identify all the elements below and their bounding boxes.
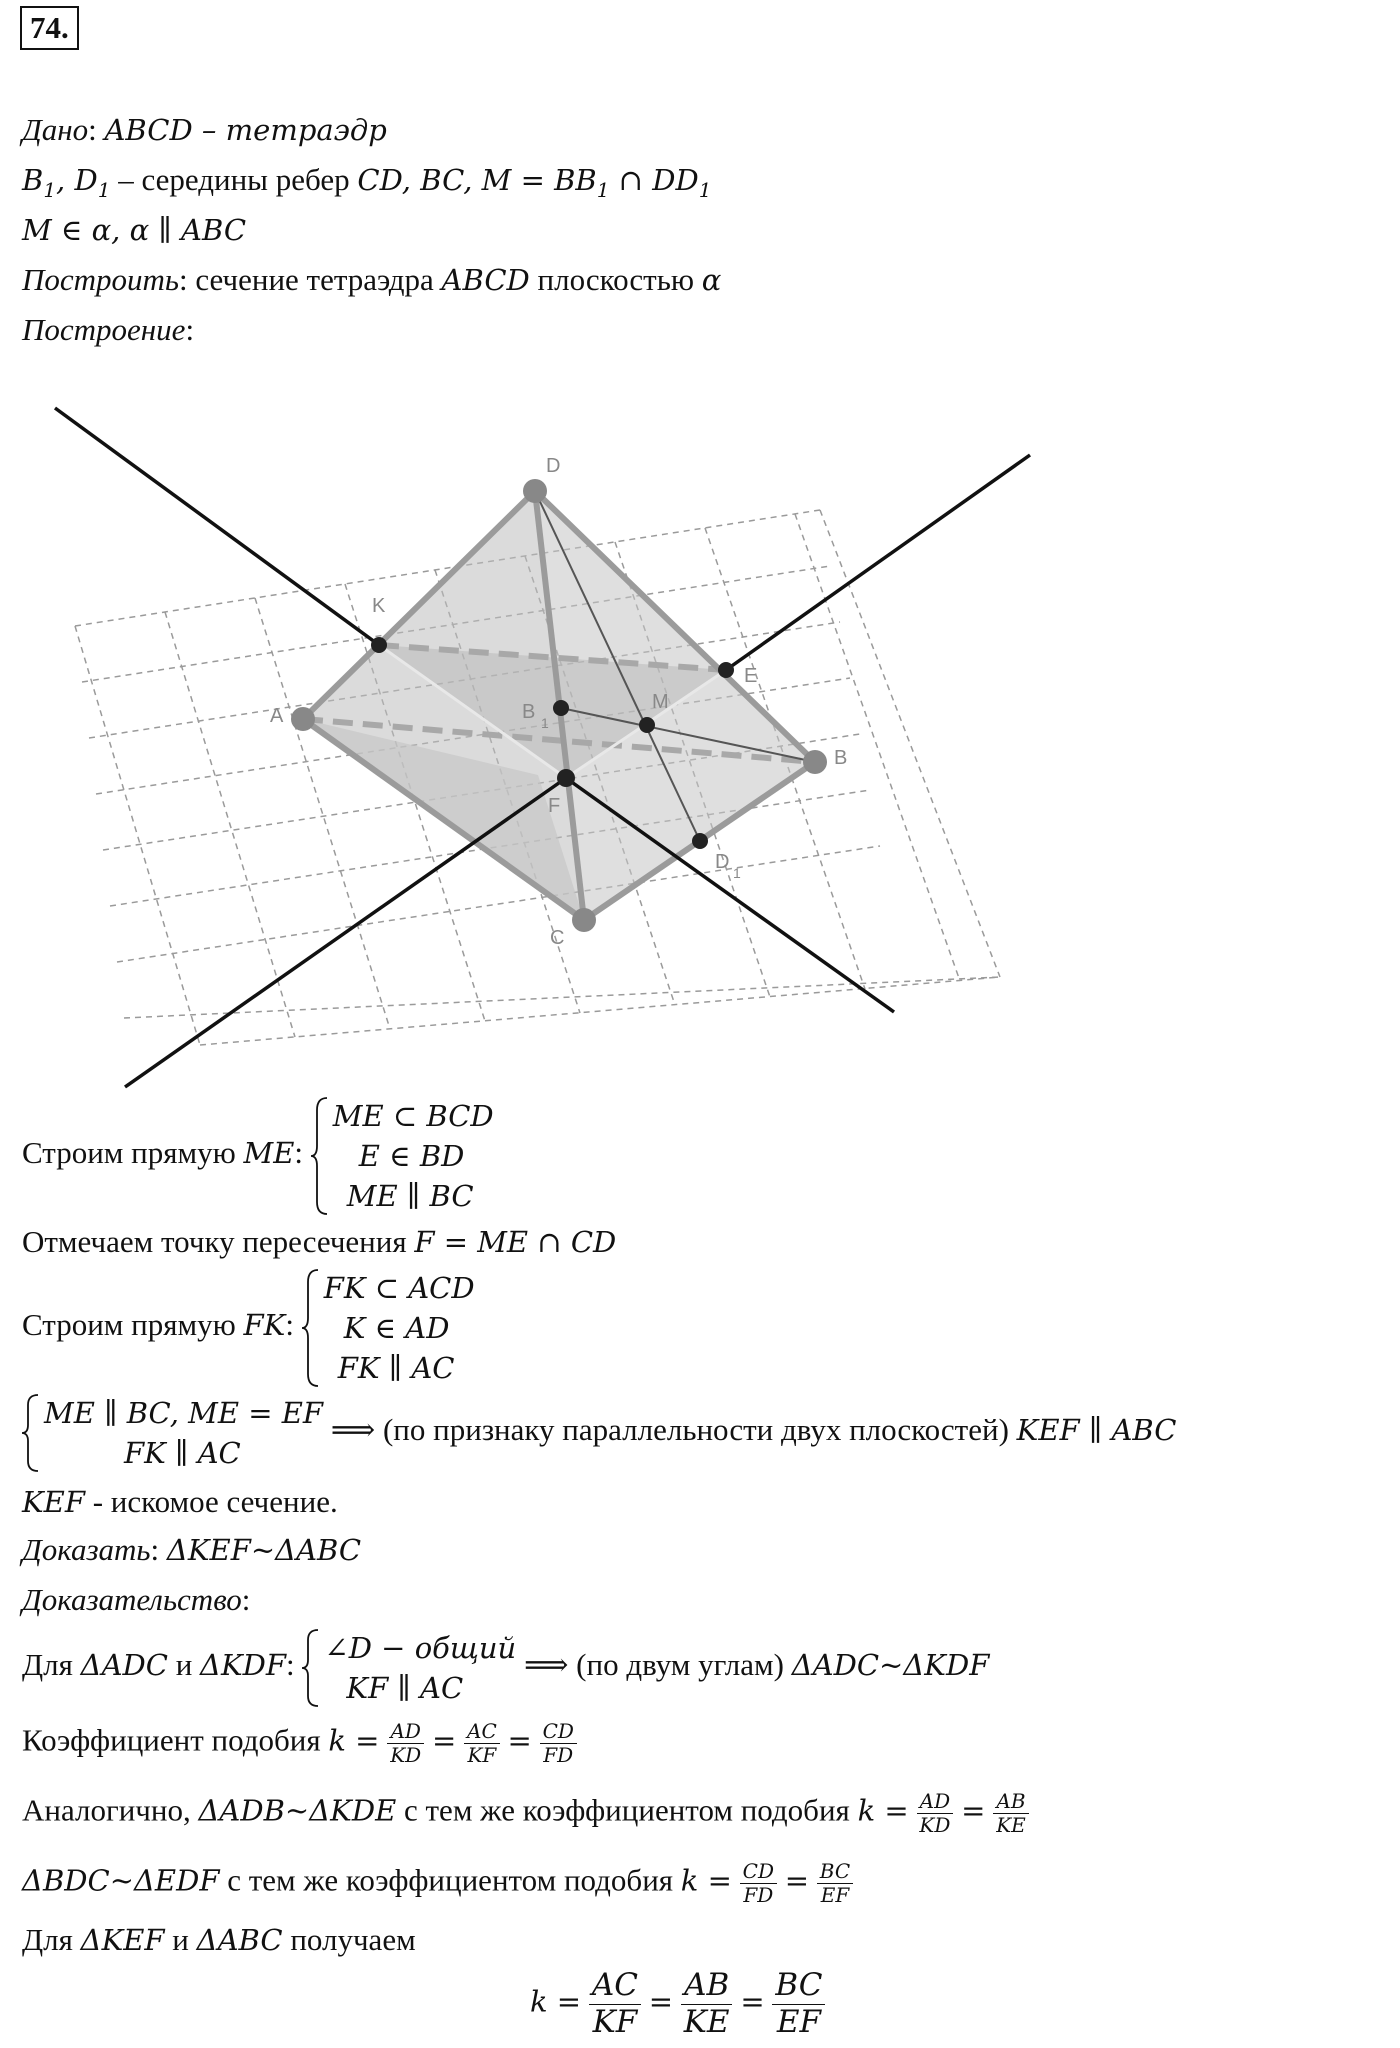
system-parallel: ME ∥ BC, ME = EF FK ∥ AC	[22, 1393, 323, 1473]
label-A: A	[270, 705, 284, 727]
brace-icon	[311, 1096, 329, 1216]
label-D1: D	[715, 851, 730, 873]
label-B: B	[834, 747, 848, 769]
problem-number: 74.	[20, 6, 79, 50]
construct-label: Построить	[22, 262, 180, 297]
label-D1-sub: 1	[733, 865, 741, 881]
fraction: $\frac{AC}{KF}$	[589, 1968, 641, 2040]
label-B1-sub: 1	[541, 715, 549, 731]
label-K: K	[372, 595, 386, 617]
proof-heading: Доказательство:	[22, 1582, 251, 1617]
proof-line-1: Для ΔADC и ΔKDF: ∠D − общий KF ∥ AC ⟹ (по двум углам) ΔADC~ΔKDF	[22, 1628, 989, 1708]
brace-icon	[302, 1628, 320, 1708]
construction-heading: Построение:	[22, 312, 195, 347]
brace-icon	[22, 1393, 40, 1473]
final-equation: k = $\frac{AC}{KF}$ = $\frac{AB}{KE}$ = $\frac{BC}{EF}$	[530, 1968, 825, 2040]
fraction: $\frac{CD}{FD}$	[740, 1860, 777, 1907]
step-f: Отмечаем точку пересечения F = ME ∩ CD	[22, 1224, 617, 1259]
fraction: $\frac{AD}{KD}$	[916, 1790, 953, 1837]
system-angles: ∠D − общий KF ∥ AC	[302, 1628, 516, 1708]
system-fk: FK ⊂ ACD K ∈ AD FK ∥ AC	[302, 1268, 475, 1388]
fraction: $\frac{CD}{FD}$	[540, 1720, 577, 1767]
fraction: $\frac{BC}{EF}$	[817, 1860, 853, 1907]
given-line-3: M ∈ α, α ∥ ABC	[22, 213, 247, 247]
tetrahedron-section-diagram	[0, 380, 1100, 1100]
step-parallel: ME ∥ BC, ME = EF FK ∥ AC ⟹ (по признаку параллельности двух плоскостей) KEF ∥ ABC	[22, 1393, 1176, 1473]
fraction: $\frac{AB}{KE}$	[681, 1968, 733, 2040]
label-F: F	[548, 795, 561, 817]
given-line-1: Дано: ABCD – тетраэдр	[22, 112, 387, 147]
fraction: $\frac{BC}{EF}$	[772, 1968, 825, 2040]
label-E: E	[744, 665, 758, 687]
label-D: D	[546, 455, 561, 477]
proof-line-2: Коэффициент подобия k = $\frac{AD}{KD}$ = $\frac{AC}{KF}$ = $\frac{CD}{FD}$	[22, 1720, 577, 1767]
given-label: Дано	[22, 112, 89, 147]
step-section: KEF - искомое сечение.	[22, 1484, 338, 1519]
label-B1: B	[522, 701, 536, 723]
step-fk: Строим прямую FK: FK ⊂ ACD K ∈ AD FK ∥ AC	[22, 1268, 475, 1388]
step-me: Строим прямую ME: ME ⊂ BCD E ∈ BD ME ∥ BC	[22, 1096, 494, 1216]
construct-line: Построить: сечение тетраэдра ABCD плоскостью α	[22, 262, 722, 297]
given-line-2: $B_1$, $D_1$ – середины ребер CD, BC, $M = BB_1$ ∩ $DD_1$	[22, 162, 712, 203]
proof-line-4: ΔBDC~ΔEDF с тем же коэффициентом подобия k = $\frac{CD}{FD}$ = $\frac{BC}{EF}$	[22, 1860, 853, 1907]
fraction: $\frac{AD}{KD}$	[387, 1720, 424, 1767]
system-me: ME ⊂ BCD E ∈ BD ME ∥ BC	[311, 1096, 494, 1216]
brace-icon	[302, 1268, 320, 1388]
label-M: M	[652, 691, 669, 713]
label-C: C	[550, 927, 565, 949]
fraction: $\frac{AB}{KE}$	[993, 1790, 1029, 1837]
proof-line-5: Для ΔKEF и ΔABC получаем	[22, 1922, 416, 1957]
given-tetrahedron: ABCD – тетраэдр	[104, 113, 387, 147]
fraction: $\frac{AC}{KF}$	[464, 1720, 500, 1767]
prove-line: Доказать: ΔKEF~ΔABC	[22, 1532, 362, 1567]
proof-line-3: Аналогично, ΔADB~ΔKDE с тем же коэффициентом подобия k = $\frac{AD}{KD}$ = $\frac{AB}{KE}$	[22, 1790, 1029, 1837]
